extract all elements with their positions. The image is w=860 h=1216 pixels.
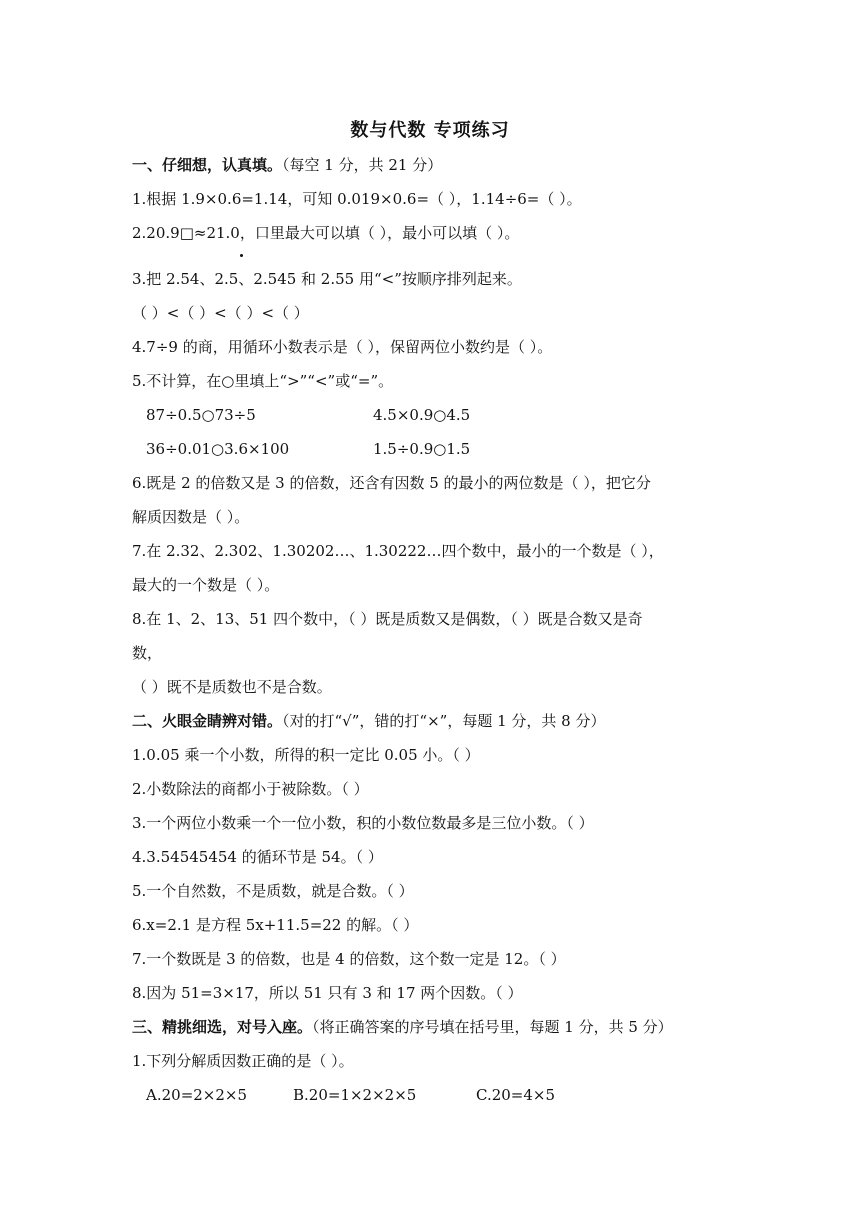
s1-question-6-line-2: 解质因数是（ ）。 <box>132 508 250 526</box>
option-c: C.20=4×5 <box>476 1086 556 1104</box>
page-title: 数与代数 专项练习 <box>350 120 510 141</box>
s3-q1-options <box>146 1085 751 1105</box>
s1-question-1: 1.根据 1.9×0.6=1.14，可知 0.019×0.6=（ ），1.14÷6=（ ）。 <box>132 190 582 208</box>
section2-heading: 二、火眼金睛辨对错。（对的打“√”，错的打“×”，每题 1 分，共 8 分） <box>132 712 606 730</box>
s1-question-8-line-2: 数， <box>132 644 163 662</box>
recurring-dot <box>240 254 243 257</box>
s3-question-1: 1.下列分解质因数正确的是（ ）。 <box>132 1052 354 1070</box>
s2-item: 4.3.54545454 的循环节是 54。（ ） <box>132 848 383 866</box>
s1-question-6-line-1: 6.既是 2 的倍数又是 3 的倍数，还含有因数 5 的最小的两位数是（ ），把它分 <box>132 474 651 492</box>
s1-q5-row-1: 87÷0.5○73÷5 4.5×0.9○4.5 <box>146 406 471 424</box>
s2-item: 8.因为 51=3×17，所以 51 只有 3 和 17 两个因数。（ ） <box>132 984 523 1002</box>
s2-item: 2.小数除法的商都小于被除数。（ ） <box>132 780 369 798</box>
s2-item: 7.一个数既是 3 的倍数，也是 4 的倍数，这个数一定是 12。（ ） <box>132 950 566 968</box>
s1-question-5: 5.不计算，在○里填上“>”“<”或“=”。 <box>132 372 394 390</box>
s1-question-2: 2.20.9□≈21.0，口里最大可以填（ ），最小可以填（ ）。 <box>132 224 520 242</box>
s2-item: 3.一个两位小数乘一个一位小数，积的小数位数最多是三位小数。（ ） <box>132 814 594 832</box>
option-a: A.20=2×2×5 <box>146 1086 248 1104</box>
s1-question-7-line-1: 7.在 2.32、2.302、1.30202…、1.30222…四个数中，最小的一个数是（ ）， <box>132 542 664 560</box>
s2-item: 5.一个自然数，不是质数，就是合数。（ ） <box>132 882 414 900</box>
s1-question-8-line-3: （ ）既不是质数也不是合数。 <box>132 678 332 696</box>
s1-question-3-blanks: （ ）<（ ）<（ ）<（ ） <box>132 304 309 322</box>
section3-heading: 三、精挑细选，对号入座。（将正确答案的序号填在括号里，每题 1 分，共 5 分） <box>132 1018 673 1036</box>
s2-item: 6.x=2.1 是方程 5x+11.5=22 的解。（ ） <box>132 916 419 934</box>
section1-heading: 一、仔细想，认真填。（每空 1 分，共 21 分） <box>132 156 443 174</box>
s1-q5-row-2: 36÷0.01○3.6×100 1.5÷0.9○1.5 <box>146 440 471 458</box>
s1-question-7-line-2: 最大的一个数是（ ）。 <box>132 576 280 594</box>
option-b: B.20=1×2×2×5 <box>293 1086 417 1104</box>
s2-item: 1.0.05 乘一个小数，所得的积一定比 0.05 小。（ ） <box>132 746 480 764</box>
s1-question-8-line-1: 8.在 1、2、13、51 四个数中，（ ）既是质数又是偶数，（ ）既是合数又是奇 <box>132 610 643 628</box>
s1-question-4: 4.7÷9 的商，用循环小数表示是（ ），保留两位小数约是（ ）。 <box>132 338 553 356</box>
s1-question-3: 3.把 2.54、2.5、2.545 和 2.55 用“<”按顺序排列起来。 <box>132 270 522 288</box>
